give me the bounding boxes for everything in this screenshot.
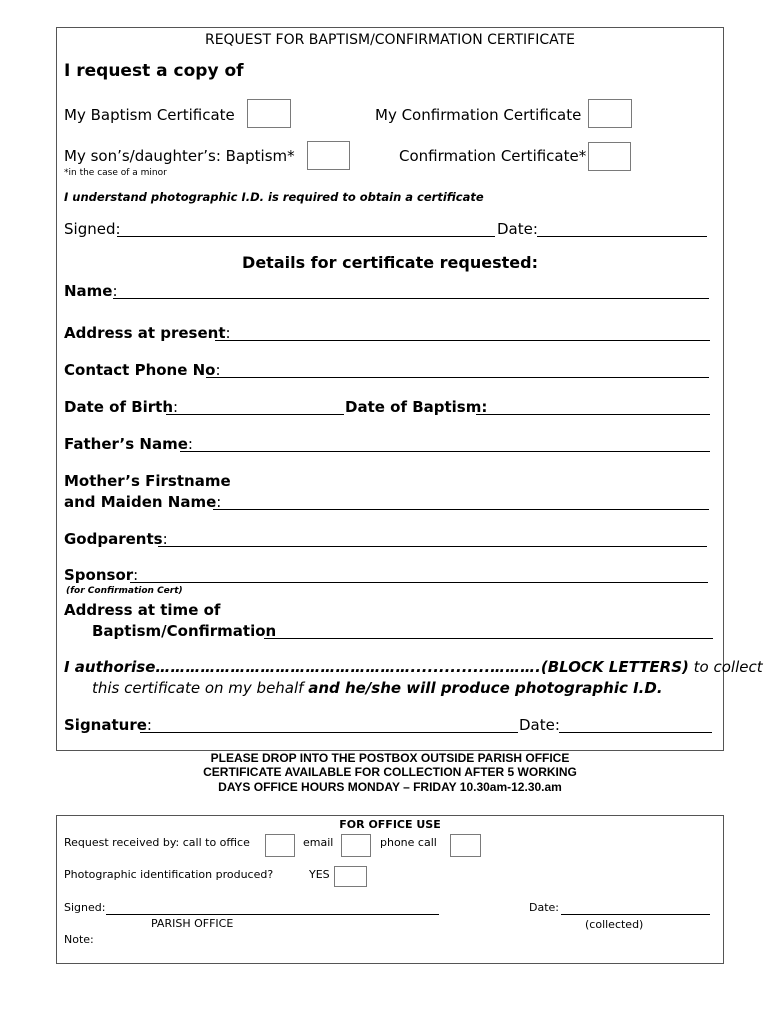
email-label: email (303, 836, 334, 849)
name-line[interactable] (113, 298, 709, 299)
father-label (64, 435, 193, 453)
contact-phone-text: Contact Phone No (64, 361, 216, 379)
request-heading: I request a copy of (64, 61, 244, 81)
sponsor-note: (for Confirmation Cert) (66, 586, 183, 596)
office-date-line[interactable] (561, 914, 710, 915)
note-label: Note: (64, 933, 94, 946)
signed-date-label: Date: (497, 220, 538, 238)
address-present-text: Address at present (64, 324, 226, 342)
behalf-text: this certificate on my behalf (92, 679, 309, 697)
dob-colon: : (173, 398, 179, 416)
name-label-text: Name (64, 282, 113, 300)
office-signed-label: Signed: (64, 901, 106, 914)
signed-label: Signed: (64, 220, 121, 238)
instructions-line1: PLEASE DROP INTO THE POSTBOX OUTSIDE PARISH OFFICE (210, 751, 570, 765)
signature-date-line[interactable] (559, 732, 712, 733)
son-daughter-baptism-checkbox[interactable] (307, 141, 350, 170)
date-of-baptism-line[interactable] (476, 414, 710, 415)
dob-label (64, 398, 178, 416)
received-by-label: Request received by: call to office (64, 836, 250, 849)
dob-text: Date of Birth (64, 398, 174, 416)
contact-phone-colon: : (215, 361, 221, 379)
mother-label-line1: Mother’s Firstname (64, 472, 231, 490)
authorise-text: I authorise (64, 658, 156, 676)
signed-line[interactable] (117, 236, 495, 237)
my-baptism-label: My Baptism Certificate (64, 106, 235, 124)
sponsor-colon: : (133, 566, 139, 584)
dob-line[interactable] (166, 414, 344, 415)
signature-date-label: Date: (519, 716, 560, 734)
sponsor-line[interactable] (130, 582, 708, 583)
collected-label: (collected) (585, 918, 644, 931)
photo-id-label: Photographic identification produced? (64, 868, 274, 881)
godparents-colon: : (162, 530, 168, 548)
my-baptism-checkbox[interactable] (247, 99, 291, 128)
contact-phone-label (64, 361, 221, 379)
block-letters-text: (BLOCK LETTERS) (540, 658, 689, 676)
godparents-line[interactable] (158, 546, 707, 547)
authorise-line1 (64, 658, 763, 676)
office-signed-line[interactable] (106, 914, 439, 915)
office-use-heading: FOR OFFICE USE (339, 818, 441, 831)
date-of-baptism-label: Date of Baptism: (345, 398, 488, 416)
form-title: REQUEST FOR BAPTISM/CONFIRMATION CERTIFICATE (204, 32, 576, 48)
sponsor-label (64, 566, 138, 584)
father-text: Father’s Name (64, 435, 188, 453)
address-time-line[interactable] (264, 638, 713, 639)
godparents-label (64, 530, 168, 548)
authorise-dots[interactable]: ……………………………………………..............………. (155, 658, 541, 676)
my-confirmation-checkbox[interactable] (588, 99, 632, 128)
email-checkbox[interactable] (341, 834, 371, 857)
sponsor-text: Sponsor (64, 566, 134, 584)
godparents-text: Godparents (64, 530, 163, 548)
photo-id-yes-checkbox[interactable] (334, 866, 367, 887)
main-form-frame (56, 27, 724, 751)
my-confirmation-label: My Confirmation Certificate (375, 106, 582, 124)
signature-label (64, 716, 152, 734)
son-daughter-confirmation-checkbox[interactable] (588, 142, 631, 171)
father-line[interactable] (180, 451, 710, 452)
phone-call-checkbox[interactable] (450, 834, 481, 857)
address-time-label-line1: Address at time of (64, 601, 221, 619)
phone-call-label: phone call (380, 836, 437, 849)
name-colon: : (112, 282, 118, 300)
signature-text: Signature (64, 716, 147, 734)
call-to-office-checkbox[interactable] (265, 834, 295, 857)
office-date-label: Date: (529, 901, 559, 914)
parish-office-label: PARISH OFFICE (151, 917, 234, 930)
address-time-label-line2: Baptism/Confirmation (92, 622, 277, 640)
to-collect-text: to collect (688, 658, 763, 676)
confirmation-cert-label: Confirmation Certificate* (399, 147, 587, 165)
mother-colon: : (216, 493, 222, 511)
mother-line2-text: and Maiden Name (64, 493, 217, 511)
name-label (64, 282, 118, 300)
id-note: I understand photographic I.D. is required to obtain a certificate (64, 190, 484, 204)
minor-note: *in the case of a minor (64, 168, 167, 178)
mother-label-line2 (64, 493, 221, 511)
details-heading: Details for certificate requested: (242, 253, 538, 272)
signature-line[interactable] (140, 732, 518, 733)
signed-date-line[interactable] (537, 236, 707, 237)
address-present-line[interactable] (215, 340, 710, 341)
behalf-bold-text: and he/she will produce photographic I.D. (308, 679, 663, 697)
yes-label: YES (309, 868, 330, 881)
father-colon: : (187, 435, 193, 453)
mother-line[interactable] (213, 509, 709, 510)
instructions-line3: DAYS OFFICE HOURS MONDAY – FRIDAY 10.30am-12.30.am (218, 780, 562, 794)
instructions-line2: CERTIFICATE AVAILABLE FOR COLLECTION AFTER 5 WORKING (203, 765, 577, 779)
address-present-label (64, 324, 231, 342)
address-present-colon: : (225, 324, 231, 342)
signature-colon: : (146, 716, 152, 734)
contact-phone-line[interactable] (206, 377, 709, 378)
authorise-line2 (92, 679, 663, 697)
son-daughter-baptism-label: My son’s/daughter’s: Baptism* (64, 147, 295, 165)
